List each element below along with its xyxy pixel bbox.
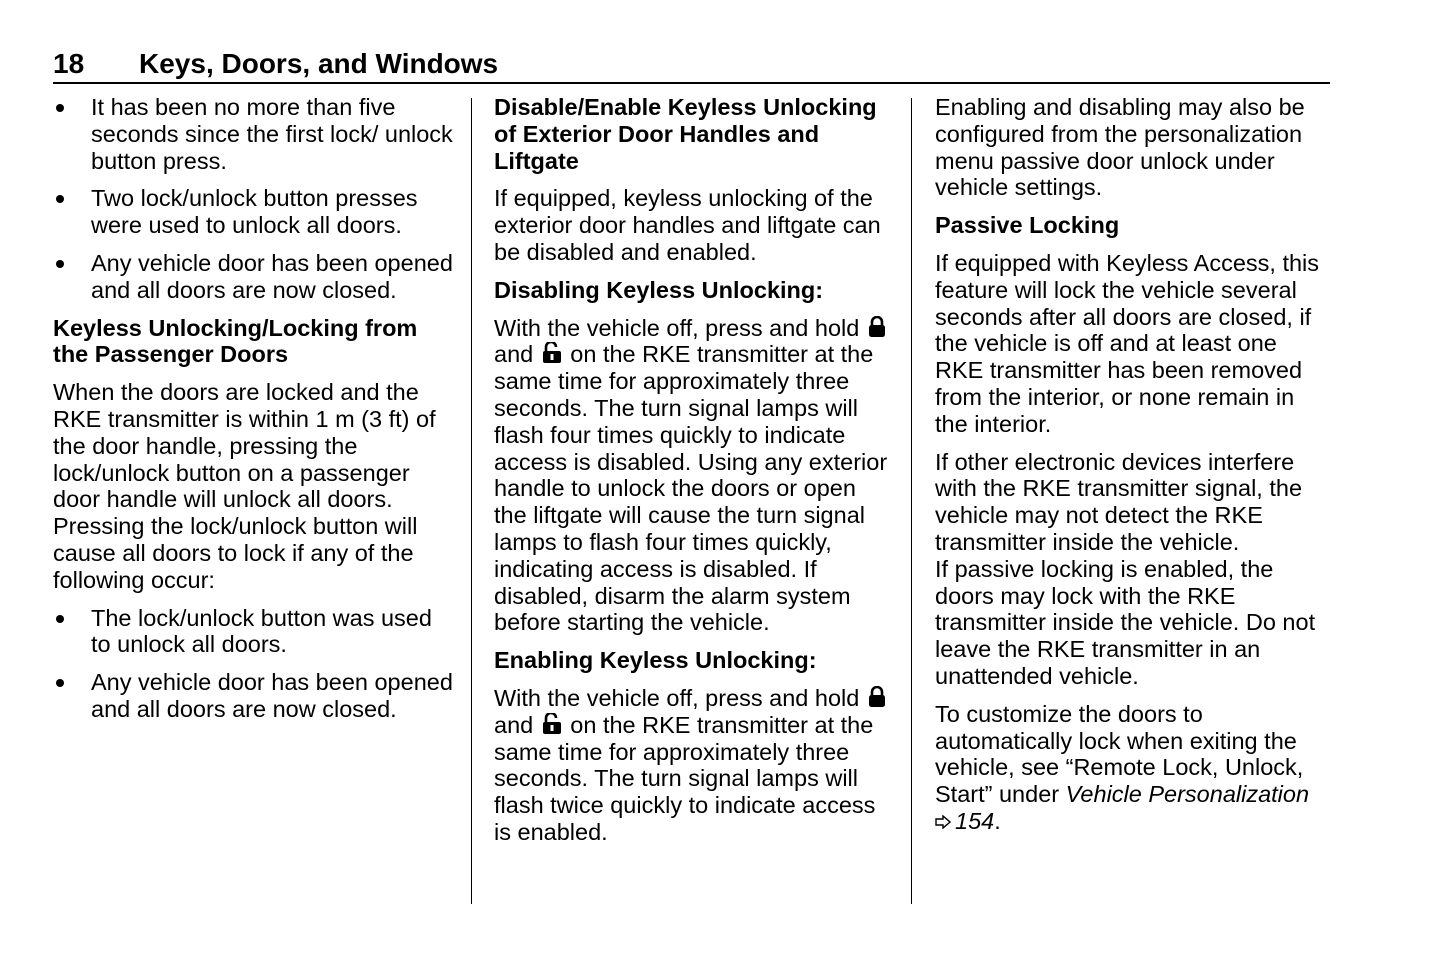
text-run: . [994,807,1001,834]
list-item [53,605,453,659]
list-item [53,250,453,304]
paragraph-customize [935,701,1330,835]
unlock-icon [542,713,562,735]
lock-icon [868,686,886,708]
page-header [53,46,1330,84]
text-run: on the RKE transmitter at the same time for approximately three seconds. The turn signal lamps will flash twice quickly to indicate access is enabled. [494,711,876,845]
list-item-text: Any vehicle door has been opened and all doors are now closed. [91,669,453,722]
bullet-icon [56,104,64,112]
text-run: With the vehicle off, press and hold [494,314,860,341]
paragraph: When the doors are locked and the RKE transmitter is within 1 m (3 ft) of the door handle, pressing the lock/unlock button on a passenger door handle will unlock all doors. Pressing the lock/unlock button will cause all doors to lock if any of the following occur: [53,379,436,593]
paragraph: If passive locking is enabled, the doors may lock with the RKE transmitter inside the vehicle. Do not leave the RKE transmitter in an unattended vehicle. [935,555,1316,689]
column-2 [494,94,894,857]
page-number: 18 [53,48,85,79]
list-item [53,669,453,723]
list-item-text: It has been no more than five seconds since the first lock/ unlock button press. [91,94,453,174]
list-item [53,94,453,174]
page-reference-arrow-icon [935,815,951,829]
column-divider [911,98,912,904]
heading-disable-enable: Disable/Enable Keyless Unlocking of Exterior Door Handles and Liftgate [494,94,877,174]
paragraph: If equipped with Keyless Access, this feature will lock the vehicle several seconds after all doors are closed, if the vehicle is off and at least one RKE transmitter has been removed from the interior, or none remain in the interior. [935,249,1320,437]
list-item-text: Two lock/unlock button presses were used to unlock all doors. [91,185,418,239]
column-3 [935,94,1330,846]
section-title: Keys, Doors, and Windows [139,48,499,79]
bullet-icon [56,615,64,623]
text-run: and [494,711,534,738]
heading-enabling: Enabling Keyless Unlocking: [494,647,817,674]
paragraph: Enabling and disabling may also be configured from the personalization menu passive door unlock under vehicle settings. [935,94,1305,201]
paragraph-disabling [494,315,894,637]
text-run: on the RKE transmitter at the same time for approximately three seconds. The turn signal lamps will flash four times quickly to indicate access is disabled. Using any exterior handle to unlock the doors or open the liftgate will cause the turn signal lamps to flash four times quickly, indicating access is disabled. If disabled, disarm the alarm system before starting the vehicle. [494,341,888,636]
bullet-icon [56,679,64,687]
xref-title: Vehicle Personalization [1065,781,1310,808]
column-divider [471,98,472,904]
bullet-list [53,94,453,304]
bullet-list [53,605,453,723]
heading-passive-locking: Passive Locking [935,212,1120,239]
paragraph-enabling [494,685,894,846]
bullet-icon [56,260,64,268]
text-run: With the vehicle off, press and hold [494,684,860,711]
paragraph: If other electronic devices interfere with the RKE transmitter signal, the vehicle may not detect the RKE transmitter inside the vehicle. [935,448,1303,555]
text-run: To customize the doors to automatically lock when exiting the vehicle, see “Remote Lock, Unlock, Start” under [935,700,1304,808]
paragraph: If equipped, keyless unlocking of the exterior door handles and liftgate can be disabled and enabled. [494,185,881,265]
list-item-text: Any vehicle door has been opened and all doors are now closed. [91,249,453,303]
lock-icon [868,316,886,338]
list-item [53,185,453,239]
bullet-icon [56,195,64,203]
column-1 [53,94,453,734]
heading-passenger-doors: Keyless Unlocking/Locking from the Passenger Doors [53,314,418,368]
heading-disabling: Disabling Keyless Unlocking: [494,276,824,303]
unlock-icon [542,342,562,364]
xref-page: 154 [955,807,995,834]
text-run: and [494,341,534,368]
list-item-text: The lock/unlock button was used to unlock all doors. [91,604,432,658]
